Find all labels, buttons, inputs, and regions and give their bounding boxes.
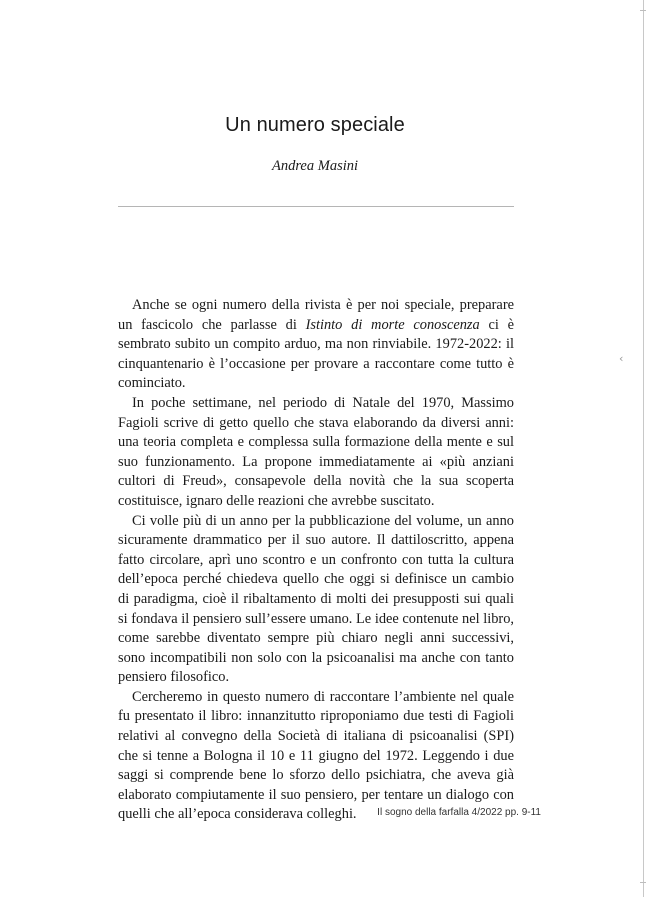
page-edge: [643, 0, 644, 897]
page-footer: Il sogno della farfalla 4/2022 pp. 9-11: [377, 807, 541, 818]
article-body: [118, 296, 514, 825]
paragraph-1-text-a: Anche se ogni numero della rivista è per noi speciale, preparare un fascicolo che parlasse di: [118, 297, 514, 333]
crop-mark-top: [640, 10, 646, 11]
paragraph-1: [118, 296, 514, 394]
article-title: Un numero speciale: [225, 114, 405, 136]
margin-mark: ‹: [619, 352, 624, 365]
paragraph-1-text-b: ci è sembrato subito un compito arduo, ma non rinviabile. 1972-2022: il cinquantenario è l’occasione per provare a raccontare come tutto è cominciato.: [118, 316, 515, 392]
paragraph-4: Cercheremo in questo numero di raccontare l’ambiente nel quale fu presentato il libro: innanzitutto riproponiamo due testi di Fagioli relativi al convegno della Società di italiana di psicoanalisi (SPI) che si tenne a Bologna il 10 e 11 giugno del 1972. Leggendo i due saggi si comprende bene lo sforzo dello psichiatra, che aveva già elaborato compiutamente il suo pensiero, per tentare un dialogo con quelli che all’epoca considerava colleghi.: [118, 688, 514, 823]
title-divider: [118, 206, 514, 207]
article-author: Andrea Masini: [271, 158, 359, 174]
paragraph-2: In poche settimane, nel periodo di Natale del 1970, Massimo Fagioli scrive di getto quello che stava elaborando da diversi anni: una teoria completa e complessa sulla formazione della mente e sul suo funzionamento. La propone immediatamente ai «più anziani cultori di Freud», consapevole della novità che la sua scoperta costituisce, ignaro delle reazioni che avrebbe suscitato.: [118, 394, 514, 509]
paragraph-3: Ci volle più di un anno per la pubblicazione del volume, un anno sicuramente drammatico per il suo autore. Il dattiloscritto, appena fatto circolare, aprì uno scontro e un confronto con tutta la cultura dell’epoca perché chiedeva quello che oggi si definisce un cambio di paradigma, cioè il ribaltamento di molti dei presupposti sui quali si fondava il pensiero sull’essere umano. Le idee contenute nel libro, come sarebbe diventato sempre più chiaro negli anni successivi, sono incompatibili non solo con la psicoanalisi ma anche con tanto pensiero filosofico.: [118, 512, 514, 686]
book-title-italic: Istinto di morte conoscenza: [305, 316, 480, 333]
crop-mark-bottom: [640, 882, 646, 883]
